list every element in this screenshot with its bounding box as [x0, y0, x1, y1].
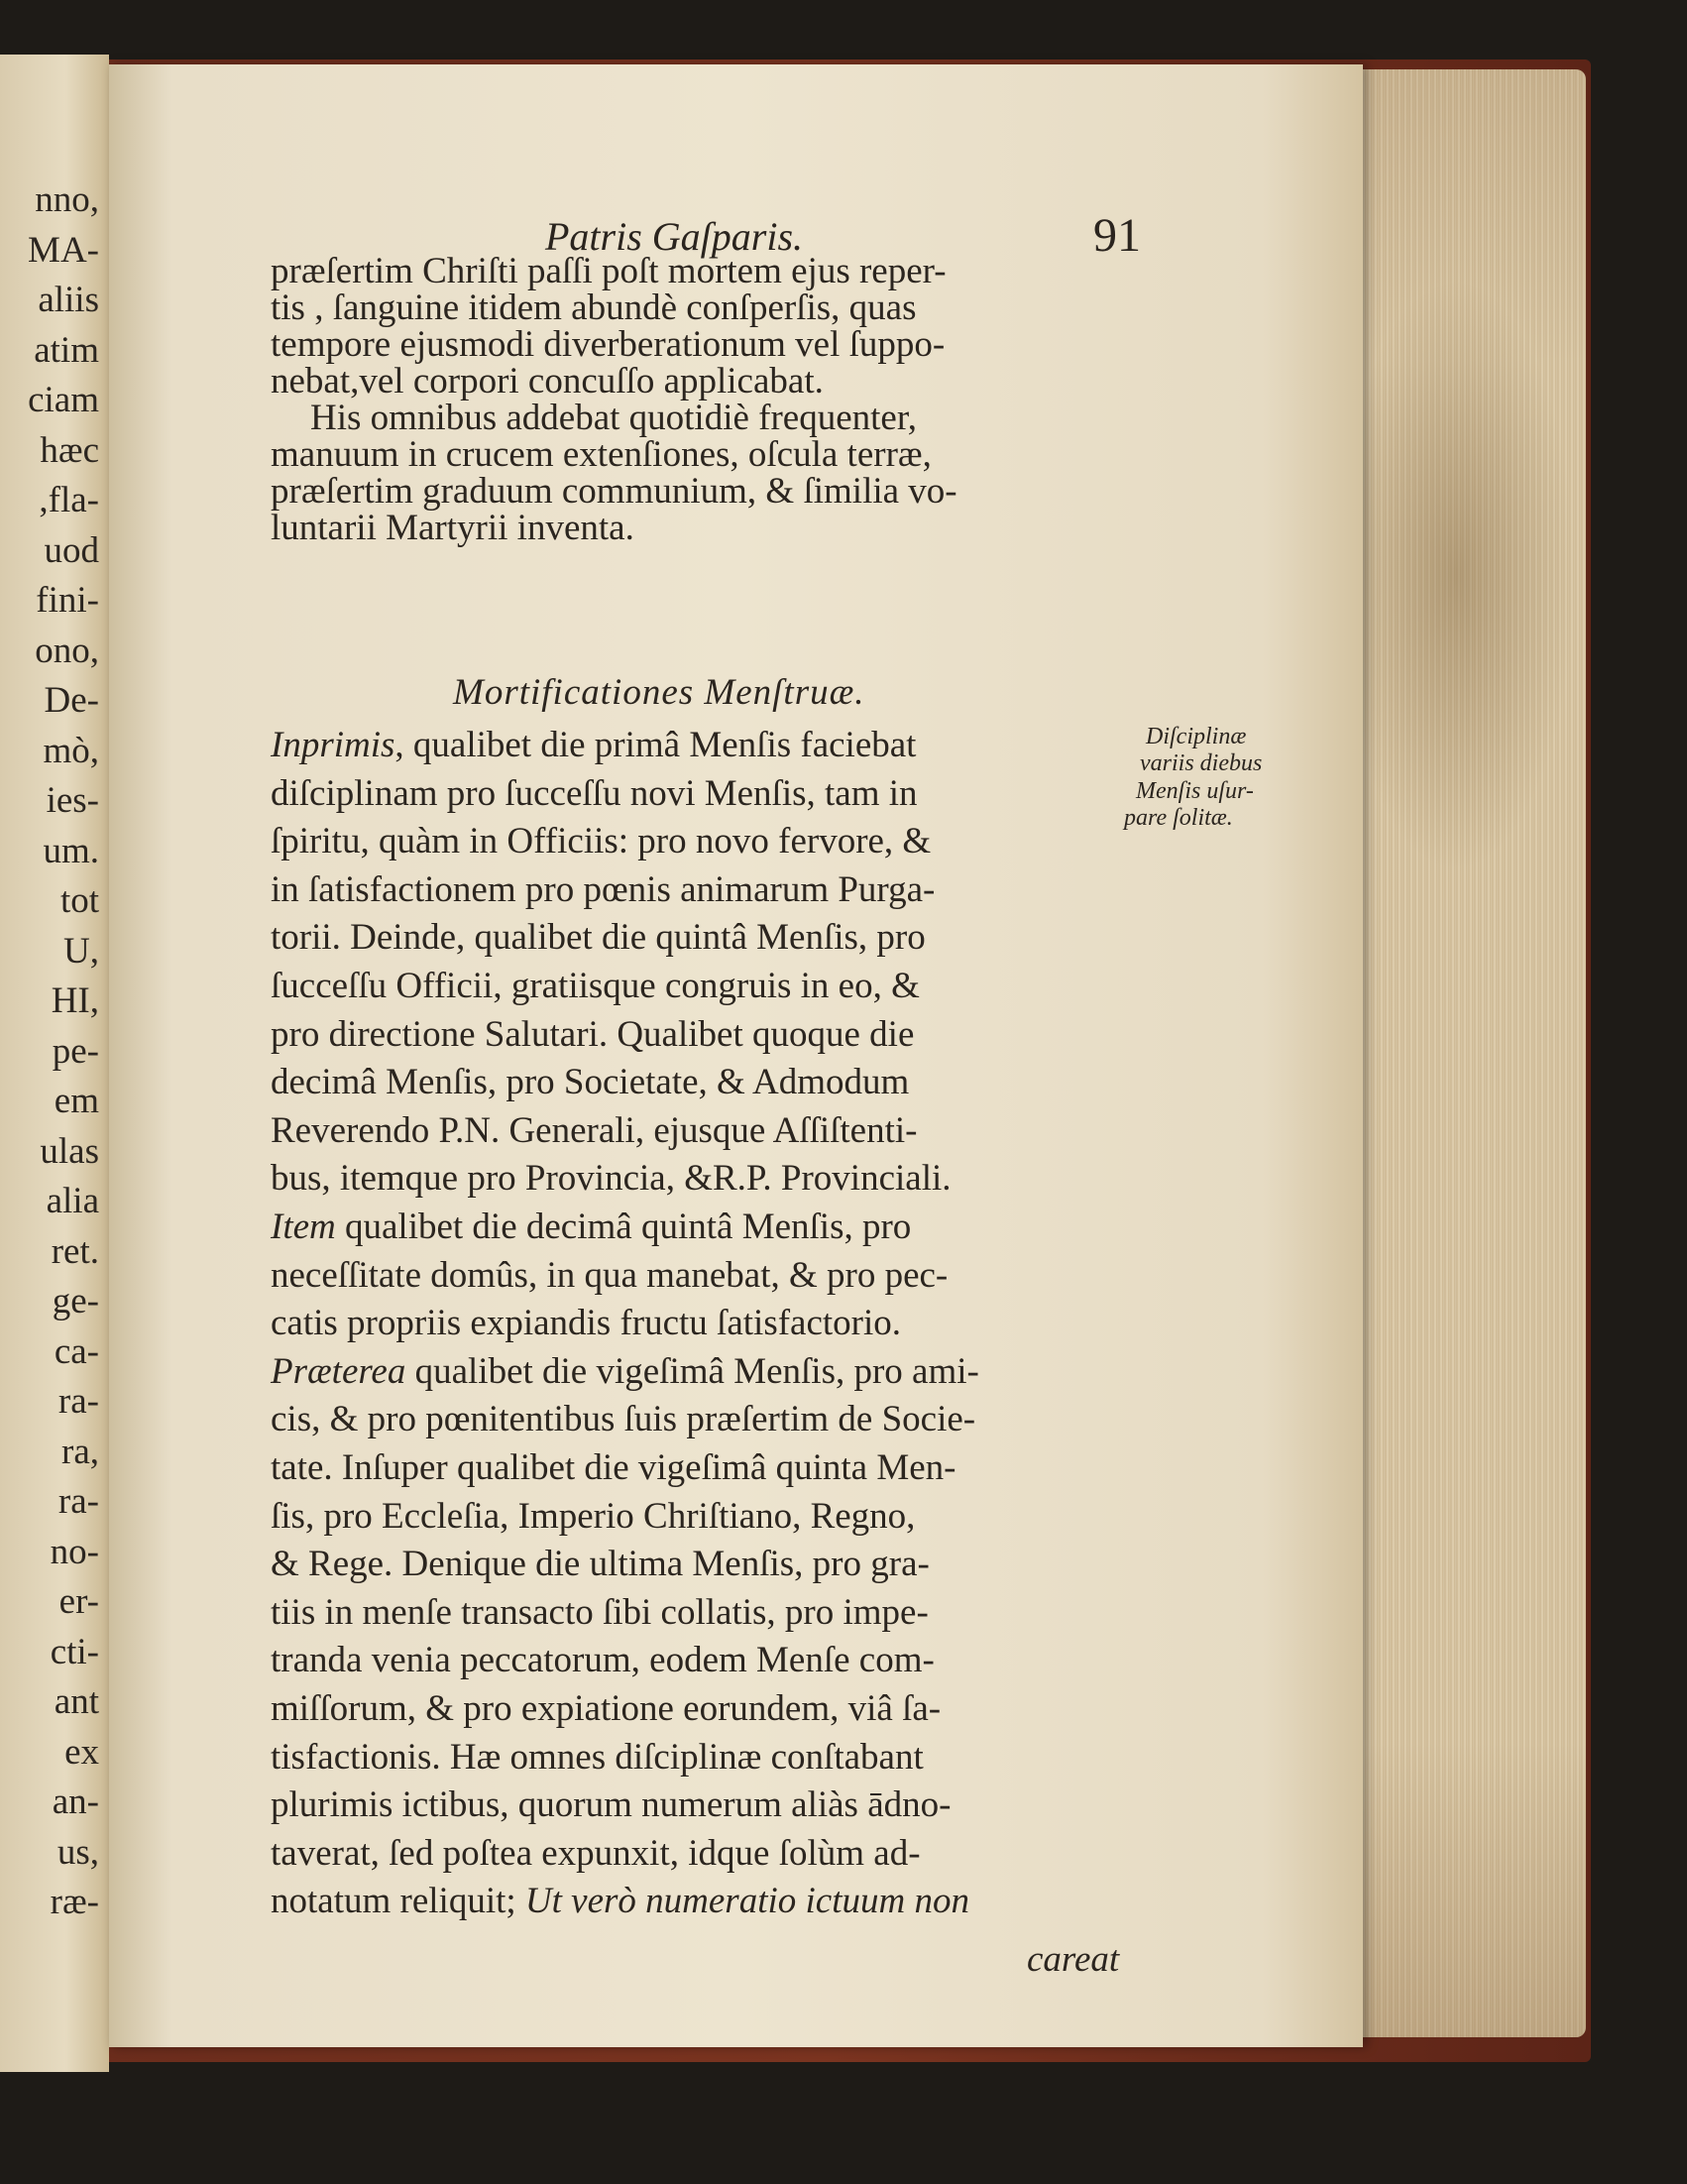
- section-line: [271, 1544, 930, 1585]
- left-page-line: mò,: [43, 730, 99, 771]
- left-page-line: ge-: [52, 1281, 99, 1322]
- body-line: His omnibus addebat quotidiè frequenter,: [310, 398, 917, 438]
- line-text: tiis in menſe transacto ſibi collatis, pro impe-: [271, 1591, 929, 1633]
- left-page-line: ex: [64, 1731, 99, 1773]
- page-91: [109, 64, 1363, 2047]
- line-text: ſpiritu, quàm in Officiis: pro novo fervore, &: [271, 821, 932, 862]
- left-page-line: fini-: [36, 580, 99, 621]
- section-line: [271, 1254, 949, 1296]
- line-text: neceſſitate domûs, in qua manebat, & pro pec-: [271, 1254, 949, 1296]
- line-text: cis, & pro pœnitentibus ſuis præſertim de Socie-: [271, 1399, 976, 1440]
- line-text: tranda venia peccatorum, eodem Menſe com-: [271, 1640, 935, 1681]
- italic-lead-word: Præterea: [271, 1350, 406, 1392]
- line-text: tate. Inſuper qualibet die vigeſimâ quinta Men-: [271, 1447, 956, 1488]
- line-text: torii. Deinde, qualibet die quintâ Menſis, pro: [271, 917, 926, 959]
- italic-tail: Ut verò numeratio ictuum non: [515, 1881, 969, 1922]
- section-line: [271, 772, 918, 814]
- left-page-line: ant: [54, 1681, 99, 1722]
- section-line: [271, 1832, 921, 1874]
- left-page-line: ca-: [54, 1330, 99, 1372]
- section-line: [271, 1158, 952, 1200]
- ink-bleed-stain: [1358, 278, 1576, 872]
- line-text: , qualibet die primâ Menſis faciebat: [394, 725, 917, 765]
- marginal-note-line: variis diebus: [1140, 750, 1263, 776]
- line-text: qualibet die decimâ quintâ Menſis, pro: [335, 1207, 912, 1247]
- section-line: [271, 1303, 902, 1344]
- left-page-line: MA-: [28, 229, 99, 271]
- section-line: [271, 1784, 952, 1826]
- section-line: [271, 1399, 976, 1440]
- line-text: & Rege. Denique die ultima Menſis, pro gra-: [271, 1544, 930, 1585]
- left-page-line: no-: [50, 1531, 99, 1572]
- left-page-sliver: [0, 55, 109, 2072]
- left-page-line: ciam: [28, 380, 99, 420]
- line-text: diſciplinam pro ſucceſſu novi Menſis, tam in: [271, 772, 918, 814]
- line-text: miſſorum, & pro expiatione eorundem, viâ ſa-: [271, 1688, 942, 1729]
- section-line: [271, 727, 916, 763]
- body-line: luntarii Martyrii inventa.: [271, 508, 634, 548]
- body-line: tempore ejusmodi diverberationum vel ſuppo-: [271, 324, 946, 365]
- marginal-note-line: pare ſolitæ.: [1124, 805, 1233, 831]
- left-page-line: an-: [52, 1782, 99, 1822]
- left-page-line: HI,: [51, 980, 99, 1021]
- left-page-line: ra-: [57, 1381, 99, 1422]
- marginal-note-line: Diſciplinæ: [1146, 724, 1247, 749]
- section-line: [271, 868, 936, 910]
- section-line: [271, 1495, 916, 1537]
- section-line: [271, 1591, 929, 1633]
- left-page-line: tot: [59, 880, 99, 921]
- section-line: [271, 968, 920, 1004]
- body-line: nebat,vel corpori concuſſo applicabat.: [271, 361, 824, 402]
- left-page-line: aliis: [38, 280, 99, 320]
- section-line: [271, 1690, 941, 1727]
- body-line: tis , ſanguine itidem abundè conſperſis, quas: [271, 287, 917, 328]
- left-page-line: pe-: [52, 1030, 99, 1072]
- line-text: ſis, pro Eccleſia, Imperio Chriſtiano, Regno,: [271, 1495, 916, 1537]
- left-page-line: nno,: [35, 179, 99, 220]
- left-page-line: um.: [43, 830, 99, 871]
- left-page-line: hæc: [40, 429, 99, 471]
- page-number: 91: [1093, 209, 1141, 262]
- line-text: pro directione Salutari. Qualibet quoque die: [271, 1013, 915, 1055]
- line-text: plurimis ictibus, quorum numerum aliàs ādno-: [271, 1784, 952, 1826]
- italic-lead-word: Item: [271, 1207, 336, 1247]
- section-line: [271, 1013, 915, 1055]
- left-page-line: em: [54, 1081, 99, 1121]
- running-header: Patris Gaſparis.: [545, 214, 804, 259]
- left-page-line: ra,: [61, 1431, 99, 1472]
- body-line: manuum in crucem extenſiones, oſcula terræ,: [271, 434, 932, 475]
- section-heading: Mortificationes Menſtruæ.: [453, 672, 865, 713]
- section-line: [271, 1109, 918, 1151]
- section-line: [271, 1350, 979, 1392]
- left-page-line: ræ-: [50, 1882, 99, 1922]
- section-line: [271, 1640, 935, 1681]
- left-page-line: er-: [58, 1581, 99, 1622]
- line-text: catis propriis expiandis fructu ſatisfactorio.: [271, 1303, 902, 1344]
- line-text: ſucceſſu Officii, gratiisque congruis in eo, &: [271, 966, 920, 1006]
- section-line: [271, 1449, 956, 1486]
- section-line: [271, 1062, 910, 1103]
- body-line: præſertim graduum communium, & ſimilia vo-: [271, 471, 957, 512]
- left-page-line: atim: [34, 329, 99, 371]
- left-page-line: cti-: [50, 1631, 99, 1672]
- line-text: Reverendo P.N. Generali, ejusque Aſſiſtenti-: [271, 1109, 918, 1151]
- line-text: qualibet die vigeſimâ Menſis, pro ami-: [405, 1350, 979, 1392]
- section-line: [271, 823, 931, 860]
- left-page-line: uod: [44, 529, 99, 571]
- left-page-line: ret.: [51, 1230, 99, 1272]
- left-page-line: ,fla-: [39, 480, 99, 520]
- body-line: præſertim Chriſti paſſi poſt mortem ejus reper-: [271, 251, 947, 291]
- line-text: in ſatisfactionem pro pœnis animarum Purga-: [271, 868, 936, 910]
- left-page-line: ono,: [35, 630, 99, 671]
- left-page-line: us,: [56, 1831, 99, 1873]
- section-line: [271, 917, 926, 959]
- left-page-line: U,: [63, 930, 99, 972]
- line-text: bus, itemque pro Provincia, &R.P. Provinciali.: [271, 1158, 952, 1200]
- catchword: careat: [1027, 1939, 1120, 1980]
- left-page-line: ies-: [46, 780, 99, 821]
- left-page-line: De-: [44, 680, 99, 721]
- left-page-line: ulas: [40, 1130, 99, 1172]
- line-text: notatum reliquit;: [271, 1881, 516, 1922]
- line-text: taverat, ſed poſtea expunxit, idque ſolùm ad-: [271, 1832, 921, 1874]
- line-text: tisfactionis. Hæ omnes diſciplinæ conſtabant: [271, 1736, 924, 1778]
- section-line: [271, 1881, 969, 1922]
- left-page-line: alia: [46, 1181, 99, 1221]
- marginal-note-line: Menſis uſur-: [1136, 778, 1254, 804]
- section-line: [271, 1736, 924, 1778]
- section-line: [271, 1208, 911, 1245]
- left-page-line: ra-: [57, 1481, 99, 1522]
- line-text: decimâ Menſis, pro Societate, & Admodum: [271, 1062, 910, 1103]
- italic-lead-word: Inprimis: [271, 725, 395, 765]
